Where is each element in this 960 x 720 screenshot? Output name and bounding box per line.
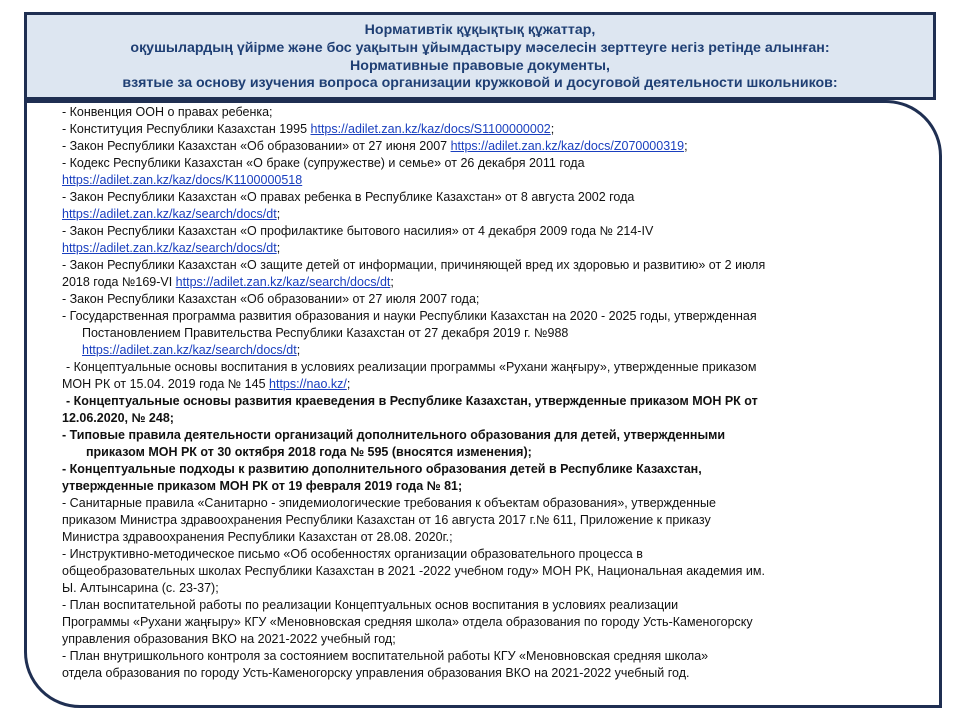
list-item: - Инструктивно-методическое письмо «Об особенностях организации образовательного процесса в — [62, 547, 643, 561]
header-line-3: Нормативные правовые документы, — [350, 57, 610, 74]
list-item: - Конвенция ООН о правах ребенка; — [62, 105, 273, 119]
list-item: - Концептуальные подходы к развитию дополнительного образования детей в Республике Казахстан, — [62, 462, 702, 476]
list-item: - Концептуальные основы развития краеведения в Республике Казахстан, утвержденные приказом МОН РК от — [66, 394, 758, 408]
list-item: - Государственная программа развития образования и науки Республики Казахстан на 2020 - 2025 годы, утвержденная — [62, 309, 757, 323]
link[interactable]: https://adilet.zan.kz/kaz/docs/K1100000518 — [62, 173, 303, 187]
document-list: - Конвенция ООН о правах ребенка; - Конституция Республики Казахстан 1995 https://adilet.zan.kz/kaz/docs/S1100000002; - Закон Республики Казахстан «Об образовании» от 27 июня 2007 https://adilet.zan.kz/kaz/docs/Z070000319; - Кодекс Республики Казахстан «О браке (супружестве) и семье» от 26 декабря 2011 года https://adilet.zan.kz/kaz/docs/K1100000518 - Закон Республики Казахстан «О правах ребенка в Республике Казахстан» от 8 августа 2002 года https://adilet.zan.kz/kaz/search/docs/dt; - Закон Республики Казахстан «О профилактике бытового насилия» от 4 декабря 2009 года № 214-IV https://adilet.zan.kz/kaz/search/docs/dt; - Закон Республики Казахстан «О защите детей от информации, причиняющей вред их здоровью и развитию» от 2 июля 2018 года №169-VI https://adilet.zan.kz/kaz/search/docs/dt; - Закон Республики Казахстан «Об образовании» от 27 июля 2007 года; - Государственная программа развития образования и науки Республики Казахстан на 2020 - 2025 годы, утвержденная Постановлением Правительства Республики Казахстан от 27 декабря 2019 г. №988 https://adilet.zan.kz/kaz/search/docs/dt; - Концептуальные основы воспитания в условиях реализации программы «Рухани жаңғыру», утвержденные приказом МОН РК от 15.04. 2019 года № 145 https://nao.kz/; - Концептуальные основы развития краеведения в Республике Казахстан, утвержденные приказом МОН РК от 12.06.2020, № 248; - Типовые правила деятельности организаций дополнительного образования для детей, утвержденными приказом МОН РК от 30 октября 2018 года № 595 (вносятся изменения); - Концептуальные подходы к развитию дополнительного образования детей в Республике Казахстан, утвержденные приказом МОН РК от 19 февраля 2019 года № 81; - Санитарные правила «Санитарно - эпидемиологические требования к объектам образования», утвержденные приказом Министра здравоохранения Республики Казахстан от 16 августа 2017 г.№ 611, Приложение к приказу Министра здравоохранения Республики Казахстан от 28.08. 2020г.; - Инструктивно-методическое письмо «Об особенностях организации образовательного процесса в общеобразовательных школах Республики Казахстан в 2021 -2022 учебном году» МОН РК, Национальная академия им. Ы. Алтынсарина (с. 23-37); - План воспитательной работы по реализации Концептуальных основ воспитания в условиях реализации Программы «Рухани жаңғыру» КГУ «Меновновская средняя школа» отдела образования по городу Усть-Каменогорску управления образования ВКО на 2021-2022 учебный год; - План внутришкольного контроля за состоянием воспитательной работы КГУ «Меновновская средняя школа» отдела образования по городу Усть-Каменогорску управления образования ВКО на 2021-2022 учебный год. — [62, 104, 908, 682]
header-line-4: взятые за основу изучения вопроса организации кружковой и досуговой деятельности школьников: — [122, 75, 838, 92]
link[interactable]: https://adilet.zan.kz/kaz/search/docs/dt — [62, 207, 277, 221]
link[interactable]: https://adilet.zan.kz/kaz/search/docs/dt — [175, 275, 391, 289]
link[interactable]: https://adilet.zan.kz/kaz/docs/Z070000319 — [450, 139, 685, 153]
list-item: - Концептуальные основы воспитания в условиях реализации программы «Рухани жаңғыру», утвержденные приказом — [66, 360, 757, 374]
list-item: - Закон Республики Казахстан «О защите детей от информации, причиняющей вред их здоровью и развитию» от 2 июля — [62, 258, 766, 272]
list-item: - Кодекс Республики Казахстан «О браке (супружестве) и семье» от 26 декабря 2011 года — [62, 156, 585, 170]
list-item: - Закон Республики Казахстан «О профилактике бытового насилия» от 4 декабря 2009 года № 214-IV — [62, 224, 654, 238]
list-item: - Типовые правила деятельности организаций дополнительного образования для детей, утвержденными — [62, 428, 726, 442]
header-line-1: Нормативтік құқықтық құжаттар, — [364, 22, 596, 38]
header-line-2: оқушылардың үйірме және бос уақытын ұйымдастыру мәселесін зерттеуге негіз ретінде алынған: — [130, 39, 830, 56]
list-item: - Закон Республики Казахстан «Об образовании» от 27 июля 2007 года; — [62, 292, 480, 306]
list-item: - Конституция Республики Казахстан 1995 https://adilet.zan.kz/kaz/docs/S1100000002; — [62, 122, 555, 136]
list-item: - Закон Республики Казахстан «Об образовании» от 27 июня 2007 https://adilet.zan.kz/kaz/docs/Z070000319; — [62, 139, 688, 153]
list-item: - План внутришкольного контроля за состоянием воспитательной работы КГУ «Меновновская средняя школа» — [62, 649, 709, 663]
link[interactable]: https://adilet.zan.kz/kaz/docs/S1100000002 — [310, 122, 551, 136]
link[interactable]: https://nao.kz/ — [269, 377, 347, 391]
link[interactable]: https://adilet.zan.kz/kaz/search/docs/dt — [82, 343, 297, 357]
list-item: - План воспитательной работы по реализации Концептуальных основ воспитания в условиях реализации — [62, 598, 679, 612]
list-item: - Санитарные правила «Санитарно - эпидемиологические требования к объектам образования», утвержденные — [62, 496, 716, 510]
header-box — [24, 12, 936, 100]
link[interactable]: https://adilet.zan.kz/kaz/search/docs/dt — [62, 241, 277, 255]
list-item: - Закон Республики Казахстан «О правах ребенка в Республике Казахстан» от 8 августа 2002 года — [62, 190, 635, 204]
